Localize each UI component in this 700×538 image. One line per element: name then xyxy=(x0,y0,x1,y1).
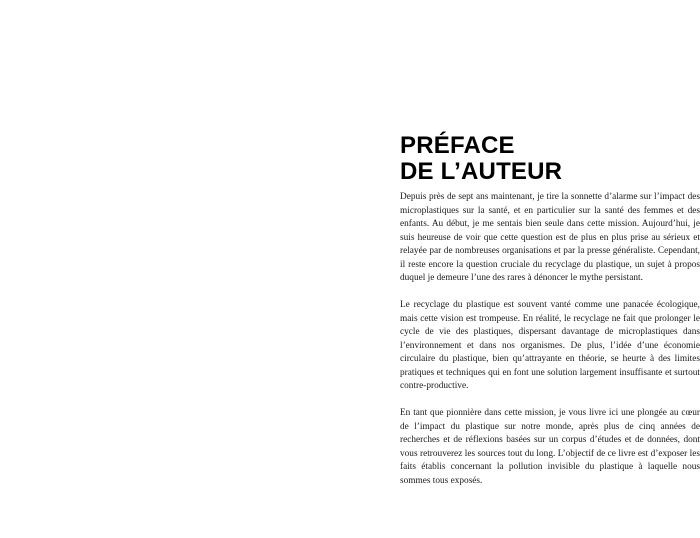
title-line-2: DE L’AUTEUR xyxy=(400,158,563,185)
paragraph-3: En tant que pionnière dans cette mission, je vous livre ici une plongée au cœur de l’impact du plastique sur notre monde, après plus de cinq années de recherches et de réflexions basées sur un corpus d’études et de données, dont vous retrouverez les sources tout du long. L’objectif de ce livre est d’exposer les faits établis concernant la pollution invisible du plastique à laquelle nous sommes tous exposés. xyxy=(400,408,700,486)
paragraph-1: Depuis près de sept ans maintenant, je tire la sonnette d’alarme sur l’impact des microplastiques sur la santé, et en particulier sur la santé des femmes et des enfants. Au début, je me sentais bien seule dans cette mission. Aujourd’hui, je suis heureuse de voir que cette question est de plus en plus prise au sérieux et relayée par de nombreuses organisations et par la presse généraliste. Cependant, il reste encore la question cruciale du recyclage du plastique, un sujet à propos duquel je demeure l’une des rares à dénoncer le mythe persistant. xyxy=(400,192,700,283)
right-page xyxy=(350,0,700,538)
preface-content xyxy=(400,133,700,502)
page-title xyxy=(400,133,700,185)
title-line-1: PRÉFACE xyxy=(400,132,515,159)
paragraph-2: Le recyclage du plastique est souvent vanté comme une panacée écologique, mais cette vision est trompeuse. En réalité, le recyclage ne fait que prolonger le cycle de vie des plastiques, dispersant davantage de microplastiques dans l’environnement et dans nos organismes. De plus, l’idée d’une économie circulaire du plastique, bien qu’attrayante en théorie, se heurte à des limites pratiques et techniques qui en font une solution largement insuffisante et surtout contre-productive. xyxy=(400,300,700,391)
